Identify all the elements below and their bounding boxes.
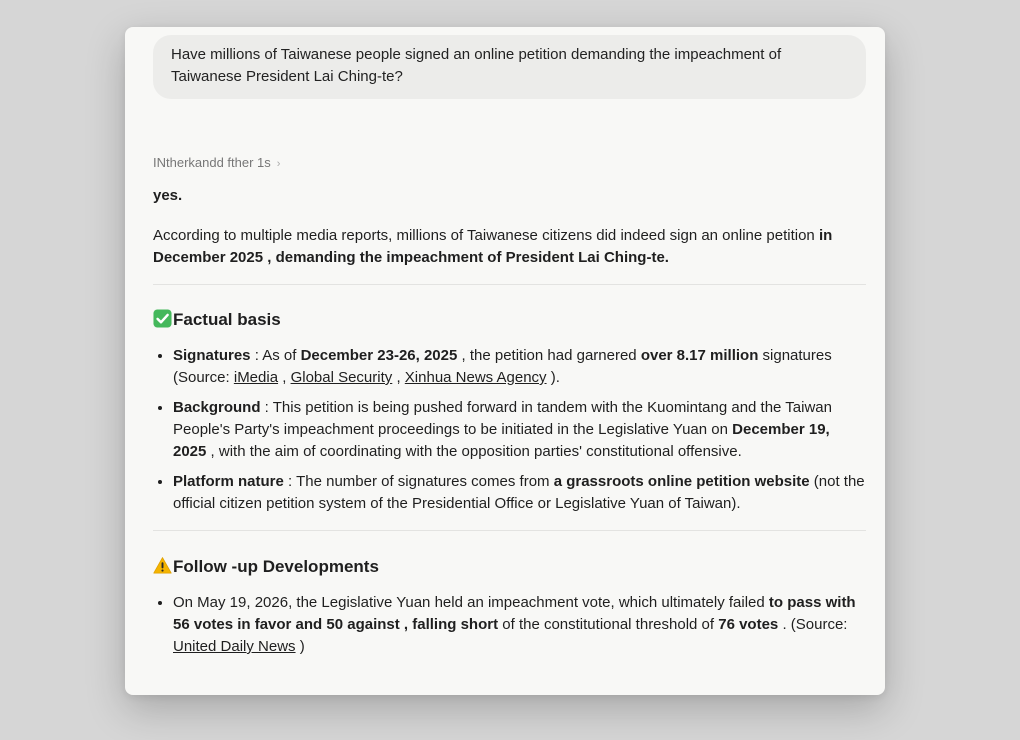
list-item-platform-nature <box>173 471 866 515</box>
warning-icon <box>153 556 172 575</box>
list-item-impeachment-vote <box>173 592 866 658</box>
chevron-right-icon: › <box>276 158 281 170</box>
follow-up-heading <box>153 555 866 579</box>
bold-span: over 8.17 million <box>640 347 759 364</box>
bold-span: a grassroots online petition website <box>553 473 810 490</box>
text-span: : The number of signatures comes from <box>283 473 554 490</box>
bold-span: to pass with 56 votes in favor and 50 against , falling short <box>173 594 856 633</box>
text-span: (not the official citizen petition system of the Presidential Office or Legislative Yuan of Taiwan). <box>173 473 865 512</box>
follow-up-list <box>153 592 866 658</box>
bold-span: December 19, 2025 <box>173 421 830 460</box>
check-mark-icon <box>153 309 172 328</box>
source-link-global-security[interactable]: Global Security <box>290 369 393 386</box>
user-message-text: Have millions of Taiwanese people signed an online petition demanding the impeachment of Taiwanese President Lai Ching-te? <box>171 46 782 85</box>
text-span: ). <box>546 369 560 386</box>
divider <box>153 284 866 285</box>
answer-intro <box>153 225 866 269</box>
chat-window <box>125 27 885 695</box>
text-span: : As of <box>250 347 301 364</box>
answer-yes: yes. <box>153 187 183 204</box>
user-message-bubble <box>153 35 866 99</box>
thinking-toggle[interactable] <box>153 153 866 173</box>
divider <box>153 530 866 531</box>
source-link-united-daily-news[interactable]: United Daily News <box>173 638 296 655</box>
text-span: On May 19, 2026, the Legislative Yuan held an impeachment vote, which ultimately failed <box>173 594 769 611</box>
bold-span: December 23-26, 2025 <box>300 347 458 364</box>
text-span: : This petition is being pushed forward in tandem with the Kuomintang and the Taiwan People's Party's impeachment proceedings to be initiated in the Legislative Yuan on <box>173 399 832 438</box>
text-span: ) <box>295 638 305 655</box>
thinking-label: INtherkandd fther 1s <box>153 155 271 170</box>
factual-basis-title: Factual basis <box>173 310 281 329</box>
text-span: signatures (Source: <box>173 347 832 386</box>
list-item-signatures <box>173 345 866 389</box>
text-span: , the petition had garnered <box>457 347 641 364</box>
text-span: of the constitutional threshold of <box>498 616 719 633</box>
background-label: Background <box>173 399 261 416</box>
text-span: , with the aim of coordinating with the opposition parties' constitutional offensive. <box>206 443 742 460</box>
list-item-background <box>173 397 866 463</box>
intro-text: According to multiple media reports, millions of Taiwanese citizens did indeed sign an online petition <box>153 227 819 244</box>
factual-basis-list <box>153 345 866 515</box>
follow-up-title: Follow -up Developments <box>173 557 379 576</box>
source-link-xinhua[interactable]: Xinhua News Agency <box>404 369 547 386</box>
text-span: , <box>278 369 291 386</box>
factual-basis-heading <box>153 308 866 332</box>
assistant-response <box>153 153 866 658</box>
source-link-imedia[interactable]: iMedia <box>233 369 279 386</box>
text-span: , <box>392 369 405 386</box>
platform-nature-label: Platform nature <box>173 473 284 490</box>
intro-bold-text: in December 2025 , demanding the impeachment of President Lai Ching-te. <box>153 227 833 266</box>
signatures-label: Signatures <box>173 347 251 364</box>
bold-span: 76 votes <box>718 616 779 633</box>
text-span: . (Source: <box>778 616 848 633</box>
